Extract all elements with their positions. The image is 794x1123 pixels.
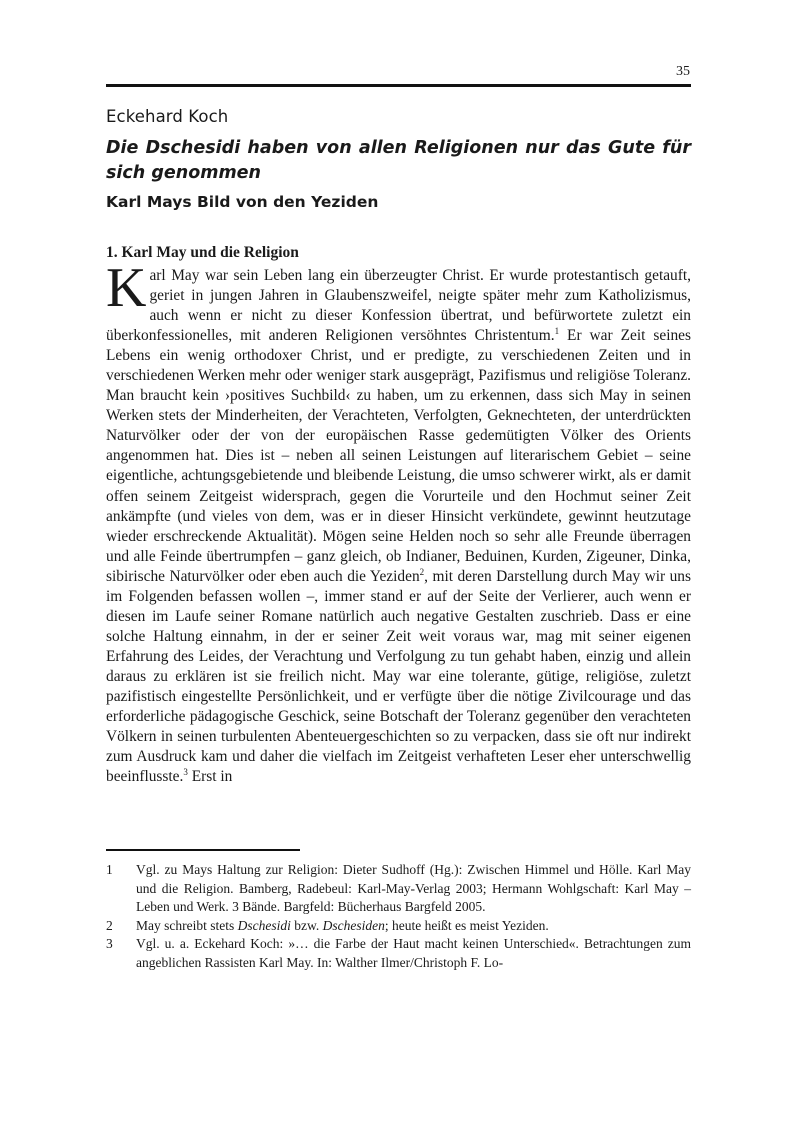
footnote-3 [106, 935, 691, 972]
article-title: Die Dschesidi haben von allen Religionen nur das Gute für sich genommen [106, 138, 691, 183]
footnote-number: 3 [106, 936, 113, 951]
footnote-text [136, 917, 691, 936]
footnote-rule [106, 849, 300, 851]
footnote-italic-term: Dschesiden [322, 917, 385, 933]
footnote-number: 1 [106, 862, 113, 877]
footnote-2 [106, 917, 691, 936]
page-number: 35 [676, 64, 690, 79]
body-paragraph [106, 257, 692, 787]
footnote-ref-3: 3 [183, 767, 188, 778]
footnote-text-part: bzw. [290, 917, 323, 933]
section-heading: 1. Karl May und die Religion [106, 244, 299, 261]
footnote-ref-1: 1 [554, 326, 560, 337]
footnote-1 [106, 861, 691, 917]
body-text-part: Erst in [187, 768, 233, 786]
body-text-part: Karl May war sein Leben lang ein überzeugter Christ. Er wurde protestantisch getauft, geriet in jungen Jahren in Glaubenszweifel, neigte später mehr zum Katholizismus, auch wenn er nicht zu dieser Konfession übertrat, und befürwortete zuletzt ein überkonfessionelles, mit anderen Religionen versöhntes Christentum. [106, 257, 691, 345]
body-text-part: , mit deren Darstellung durch May wir uns im Folgenden befassen wollen –, immer stand er auf der Seite der Verlierer, auch wenn er diesen im Laufe seiner Romane natürlich auch negative Gestalten zuschrieb. Dass er eine solche Haltung einnahm, in der er seiner Zeit weit voraus war, mag mit seiner eigenen Erfahrung des Leides, der Verachtung und Verfolgung zu tun gehabt haben, einzig und allein daraus zu erklären ist sie freilich nicht. May war eine tolerante, gütige, religiöse, zuletzt pazifistisch eingestellte Persönlichkeit, und er verfügte über die nötige Zivilcourage und das erforderliche pädagogische Geschick, seine Botschaft der Toleranz gegenüber den verachteten Völkern in seinen turbulenten Abenteuergeschichten so zu verpacken, dass sie oft nur indirekt zum Ausdruck kam und daher die vielfach im Zeitgeist verhafteten Leser eher unterschwellig beeinflusste. [106, 567, 691, 786]
footnote-text-part: May schreibt stets [136, 917, 238, 933]
footnote-text: Vgl. zu Mays Haltung zur Religion: Dieter Sudhoff (Hg.): Zwischen Himmel und Hölle. Karl May und die Religion. Bamberg, Radebeul: Karl-May-Verlag 2003; Hermann Wohlgschaft: Karl May – Leben und Werk. 3 Bände. Bargfeld: Bücherhaus Bargfeld 2005. [136, 862, 691, 914]
author-name: Eckehard Koch [106, 107, 229, 126]
header-rule [106, 84, 691, 87]
footnote-text-part: ; heute heißt es meist Yeziden. [384, 917, 549, 933]
footnote-italic-term: Dschesidi [237, 917, 291, 933]
footnote-text: Vgl. u. a. Eckehard Koch: »… die Farbe der Haut macht keinen Unterschied«. Betrachtungen zum angeblichen Rassisten Karl May. In: Walther Ilmer/Christoph F. Lo- [136, 936, 691, 970]
footnotes [106, 861, 691, 972]
body-text-part: Er war Zeit seines Lebens ein wenig orthodoxer Christ, und er predigte, zu verschiedenen Zeiten und in verschiedenen Werken mehr oder weniger stark ausgeprägt, Pazifismus und religiöse Toleranz. Man braucht kein ›positives Suchbild‹ zu haben, um zu erkennen, dass sich May in seinen Werken stets der Minderheiten, der Verachteten, Verfolgten, Geknechteten, der unterdrückten Naturvölker oder der von der europäischen Rasse gedemütigten Völker des Orients angenommen hat. Dies ist – neben all seinen Leistungen auf literarischem Gebiet – seine eigentliche, achtungsgebietende und bleibende Leistung, die umso schwerer wirkt, als er damit offen seinem Zeitgeist widersprach, gegen die Vorurteile und den Hochmut seiner Zeit ankämpfte (und vieles von dem, was er in dieser Hinsicht verkündete, gewinnt heutzutage wieder erschreckende Aktualität). Mögen seine Helden noch so sehr alle Freunde überragen und alle Feinde übertrumpfen – ganz gleich, ob Indianer, Beduinen, Kurden, Zigeuner, Dinka, sibirische Naturvölker oder eben auch die Yeziden [106, 327, 692, 585]
article-subtitle: Karl Mays Bild von den Yeziden [106, 193, 379, 211]
footnote-number: 2 [106, 917, 113, 933]
footnote-ref-2: 2 [419, 566, 425, 577]
